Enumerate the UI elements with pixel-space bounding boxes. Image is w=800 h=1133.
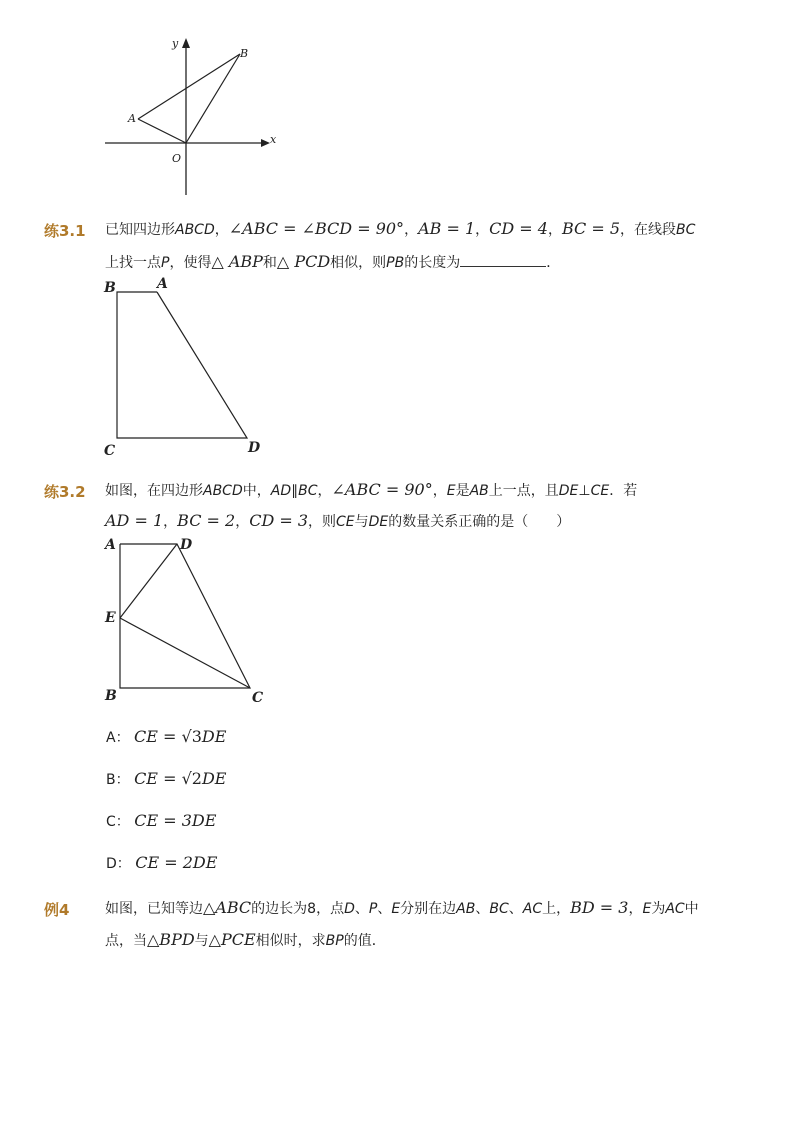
point-e: E — [642, 901, 652, 917]
text: 、 — [377, 901, 392, 917]
point-p: P — [368, 901, 378, 917]
seg-ad: AD — [270, 483, 292, 499]
text: ， — [547, 222, 562, 238]
option-key: A： — [106, 730, 130, 746]
text: 如图，在四边形 — [105, 483, 203, 499]
text: 中 — [684, 901, 699, 917]
sqrt-3: √3 — [181, 727, 202, 746]
quad-abcd: ABCD — [175, 222, 215, 238]
math-bc: BC = 2 — [177, 511, 236, 530]
label-d: D — [180, 537, 193, 553]
text: 、 — [354, 901, 369, 917]
tri-abp: △ ABP — [211, 252, 263, 271]
answer-blank[interactable] — [460, 252, 546, 267]
seg-pb: PB — [386, 255, 405, 271]
label-a: A — [128, 112, 136, 125]
example-4-line1 — [105, 898, 699, 919]
math-ad: AD = 1 — [105, 511, 164, 530]
label-b: B — [105, 688, 117, 704]
text: ， — [628, 901, 643, 917]
segment-ao — [138, 119, 186, 143]
text: ， — [317, 483, 332, 499]
seg-bc: BC — [489, 901, 509, 917]
math-angle: ∠ABC = ∠BCD = 90° — [228, 219, 405, 238]
text: 的边长为8，点 — [251, 901, 345, 917]
sqrt-2: √2 — [181, 769, 202, 788]
text: ．若 — [609, 483, 638, 499]
seg-bc: BC — [298, 483, 318, 499]
example-label-4: 例4 — [44, 901, 70, 919]
segment-ab — [138, 54, 240, 119]
seg-de: DE — [368, 514, 389, 530]
math-bc: BC = 5 — [561, 219, 621, 238]
label-x: x — [270, 133, 277, 146]
figure-quadrilateral-3-2 — [100, 530, 275, 710]
label-e: E — [105, 610, 116, 626]
text: 相似，则 — [330, 255, 387, 271]
text: ， — [214, 222, 229, 238]
label-c: C — [252, 690, 264, 706]
seg-ab: AB — [456, 901, 476, 917]
text: 的值． — [343, 933, 386, 949]
text: 的数量关系正确的是（ ） — [388, 514, 571, 530]
tri-pcd: △ PCD — [276, 252, 331, 271]
exercise-label-3-2: 练3.2 — [44, 483, 86, 501]
seg-bp: BP — [325, 933, 344, 949]
point-e: E — [446, 483, 456, 499]
segment-ob — [186, 54, 240, 143]
option-rhs: DE — [201, 727, 227, 746]
text: 与 — [194, 933, 209, 949]
exercise-label-3-1: 练3.1 — [44, 222, 86, 240]
segment-ed — [120, 544, 177, 618]
label-b: B — [240, 47, 249, 60]
text: 上找一点 — [105, 255, 161, 271]
parallel-symbol: ∥ — [291, 483, 299, 499]
text: 点，当 — [105, 933, 147, 949]
option-lhs: CE = — [134, 769, 182, 788]
option-lhs: CE = — [134, 727, 182, 746]
exercise-3-2-line2 — [105, 511, 570, 532]
exercise-3-1-line2 — [105, 252, 560, 273]
label-b: B — [104, 280, 116, 296]
point-p: P — [161, 255, 170, 271]
seg-de: DE — [558, 483, 579, 499]
trapezoid-outline — [117, 292, 247, 438]
perp-symbol: ⊥ — [578, 483, 591, 499]
option-d[interactable] — [106, 853, 217, 873]
text: 、 — [508, 901, 523, 917]
text: 与 — [354, 514, 369, 530]
option-lhs: CE = 3DE — [134, 811, 217, 830]
option-lhs: CE = 2DE — [135, 853, 218, 872]
text: 上， — [542, 901, 571, 917]
text: 为 — [651, 901, 666, 917]
text: 已知四边形 — [105, 222, 175, 238]
option-rhs: DE — [201, 769, 227, 788]
text: ， — [432, 483, 447, 499]
text: 是 — [455, 483, 470, 499]
x-axis-arrow — [261, 139, 270, 147]
point-e: E — [391, 901, 401, 917]
text: ，则 — [308, 514, 337, 530]
option-b[interactable] — [106, 769, 226, 789]
figure-trapezoid-3-1 — [100, 275, 270, 460]
math-ab: AB = 1 — [418, 219, 476, 238]
text: 和 — [262, 255, 277, 271]
option-a[interactable] — [106, 727, 226, 747]
option-key: D： — [106, 856, 131, 872]
seg-ab: AB — [469, 483, 489, 499]
text: ， — [404, 222, 419, 238]
math-cd: CD = 3 — [249, 511, 309, 530]
y-axis-arrow — [182, 38, 190, 48]
option-key: C： — [106, 814, 130, 830]
text: 中， — [242, 483, 271, 499]
text: 、 — [475, 901, 490, 917]
seg-ce: CE — [590, 483, 610, 499]
tri-pce: △PCE — [208, 930, 256, 949]
seg-ce: CE — [336, 514, 355, 530]
quad-outline — [120, 544, 250, 688]
seg-ac: AC — [665, 901, 685, 917]
text: ， — [475, 222, 490, 238]
option-c[interactable] — [106, 811, 216, 831]
tri-abc: △ABC — [203, 898, 252, 917]
text: ，使得 — [169, 255, 212, 271]
label-a: A — [157, 276, 168, 292]
exercise-3-1-line1 — [105, 219, 695, 240]
label-y: y — [172, 37, 179, 50]
exercise-3-2-line1 — [105, 480, 637, 501]
example-4-line2 — [105, 930, 386, 951]
math-angle: ∠ABC = 90° — [331, 480, 433, 499]
point-d: D — [344, 901, 355, 917]
label-c: C — [104, 443, 116, 459]
quad-abcd: ABCD — [203, 483, 243, 499]
seg-ac: AC — [522, 901, 543, 917]
text: ， — [235, 514, 250, 530]
label-d: D — [248, 440, 261, 456]
tri-bpd: △BPD — [147, 930, 195, 949]
text: ． — [546, 255, 561, 271]
label-a: A — [105, 537, 116, 553]
label-o: O — [172, 152, 182, 165]
text: 相似时，求 — [255, 933, 326, 949]
math-cd: CD = 4 — [489, 219, 548, 238]
text: 分别在边 — [400, 901, 457, 917]
text: 的长度为 — [404, 255, 461, 271]
math-bd: BD = 3 — [570, 898, 629, 917]
figure-coordinate — [100, 35, 290, 200]
seg-bc: BC — [676, 222, 696, 238]
text: ， — [163, 514, 178, 530]
option-key: B： — [106, 772, 130, 788]
segment-ec — [120, 618, 250, 688]
text: 如图，已知等边 — [105, 901, 203, 917]
text: ，在线段 — [620, 222, 677, 238]
text: 上一点，且 — [488, 483, 559, 499]
